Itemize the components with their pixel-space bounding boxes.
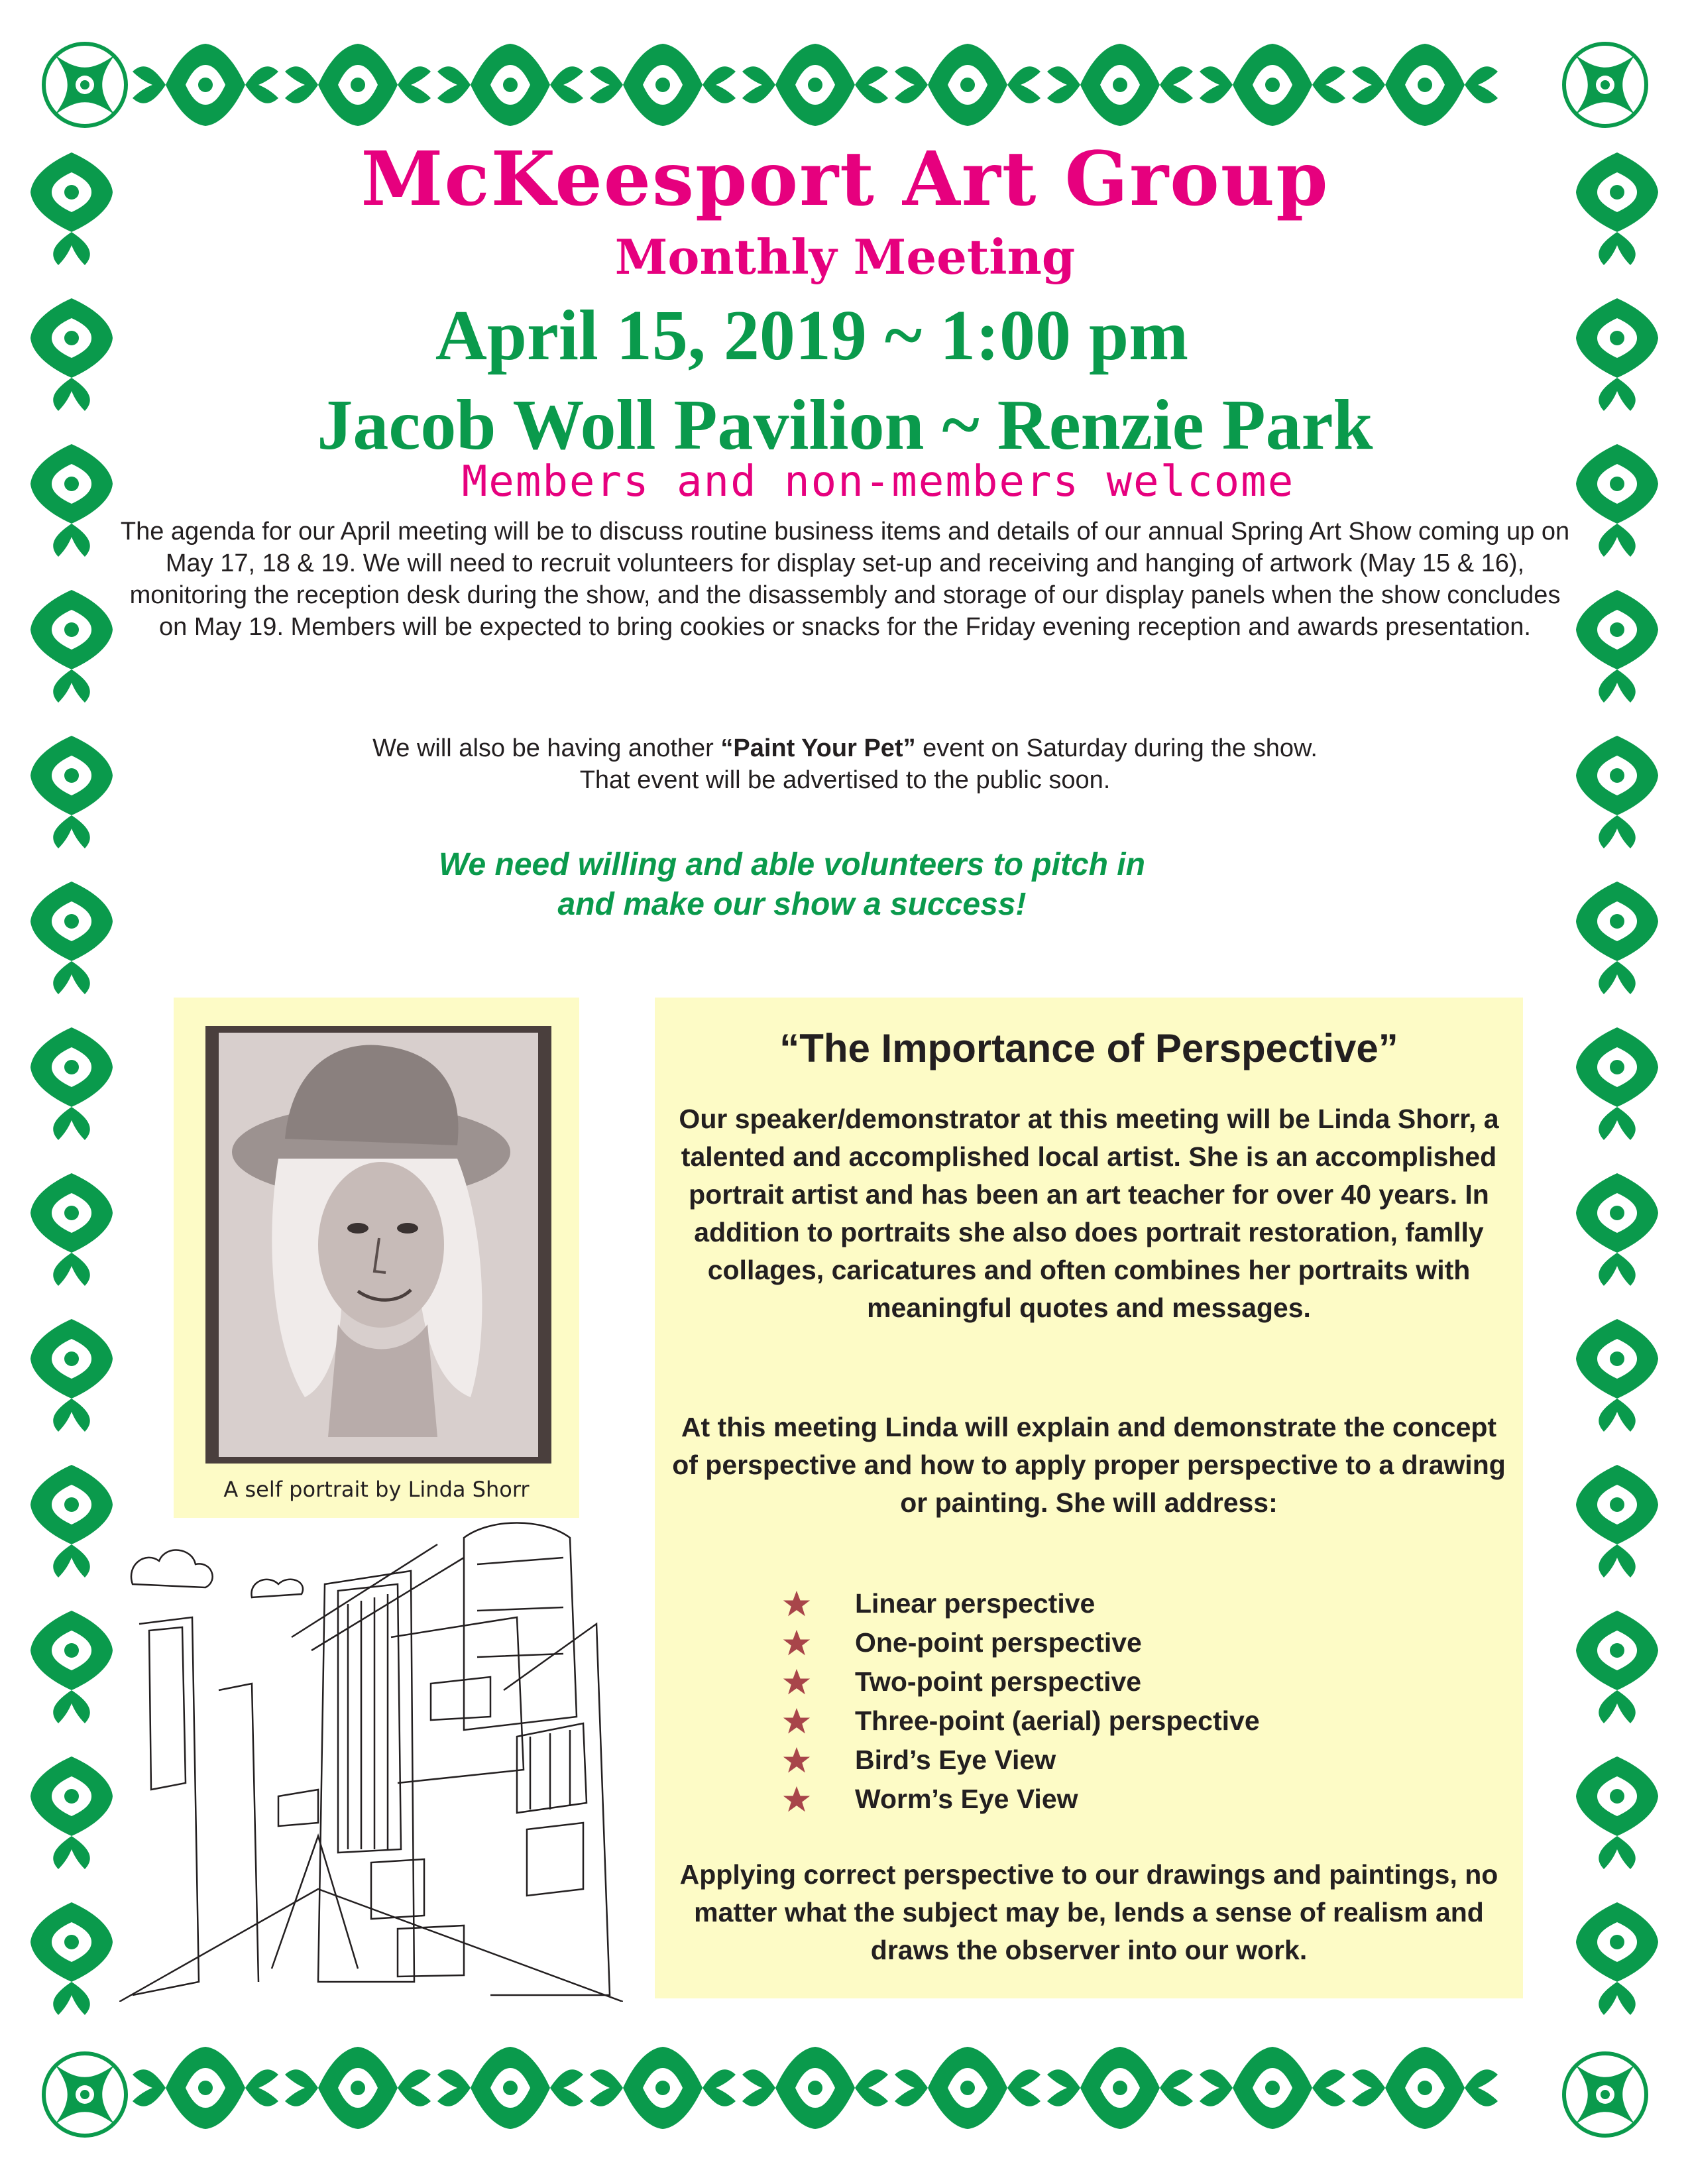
meeting-date-time: April 15, 2019 ~ 1:00 pm: [435, 296, 1189, 375]
paint-your-pet-paragraph: [119, 732, 1571, 796]
topic-label: Three-point (aerial) perspective: [855, 1705, 1260, 1736]
speaker-box-title: “The Importance of Perspective”: [779, 1026, 1398, 1070]
volunteer-line-2: and make our show a success!: [557, 887, 1027, 922]
list-item: [782, 1584, 1260, 1623]
star-icon: [782, 1668, 811, 1697]
closing-paragraph: Applying correct perspective to our drawings and paintings, no matter what the subject may be, lends a sense of realism and draws the observer into our work.: [679, 1859, 1498, 1965]
welcome-line: Members and non-members welcome: [461, 457, 1295, 506]
list-item: [782, 1662, 1260, 1701]
pet-text-before: We will also be having another: [372, 734, 721, 762]
page-subtitle: Monthly Meeting: [614, 229, 1076, 285]
list-item: [782, 1701, 1260, 1741]
portrait-caption: A self portrait by Linda Shorr: [223, 1477, 530, 1502]
agenda-paragraph: The agenda for our April meeting will be to discuss routine business items and details of our annual Spring Art Show coming up on May 17, 18 & 19. We will need to recruit volunteers for display set-up and receiving and hanging of artwork (May 15 & 16), monitoring the reception desk during the show, and the disassembly and storage of our display panels when the show concludes on May 19. Members will be expected to bring cookies or snacks for the Friday evening reception and awards presentation.: [120, 518, 1570, 641]
star-icon: [782, 1629, 811, 1658]
list-item: [782, 1741, 1260, 1780]
pet-event-name: “Paint Your Pet”: [720, 734, 916, 762]
meeting-location: Jacob Woll Pavilion ~ Renzie Park: [317, 386, 1373, 465]
page-title: McKeesport Art Group: [361, 136, 1329, 223]
topic-label: Bird’s Eye View: [855, 1745, 1056, 1775]
volunteer-callout: [119, 845, 1571, 925]
star-icon: [782, 1589, 811, 1619]
star-icon: [782, 1785, 811, 1814]
star-icon: [782, 1707, 811, 1736]
self-portrait-image: [205, 1026, 551, 1464]
list-item: [782, 1623, 1260, 1662]
demonstration-description: At this meeting Linda will explain and demonstrate the concept of perspective and how to apply proper perspective to a drawing or painting. She will address:: [672, 1412, 1506, 1518]
pet-text-after: event on Saturday during the show.: [915, 734, 1318, 762]
topic-list: [782, 1584, 1260, 1819]
topic-label: Worm’s Eye View: [855, 1784, 1078, 1814]
pet-line-1: [119, 732, 1571, 764]
list-item: [782, 1780, 1260, 1819]
volunteer-line-1: We need willing and able volunteers to pitch in: [439, 847, 1145, 882]
pet-line-2: That event will be advertised to the public soon.: [579, 766, 1111, 794]
star-icon: [782, 1746, 811, 1775]
topic-label: Two-point perspective: [855, 1666, 1142, 1697]
topic-label: Linear perspective: [855, 1588, 1096, 1619]
topic-label: One-point perspective: [855, 1627, 1142, 1658]
street-sketch-image: [119, 1518, 623, 2002]
speaker-intro: Our speaker/demonstrator at this meeting will be Linda Shorr, a talented and accomplished local artist. She is an accomplished portrait artist and has been an art teacher for over 40 years. In addition to portraits she also does portrait restoration, famlly collages, caricatures and often combines her portraits with meaningful quotes and messages.: [679, 1104, 1499, 1323]
